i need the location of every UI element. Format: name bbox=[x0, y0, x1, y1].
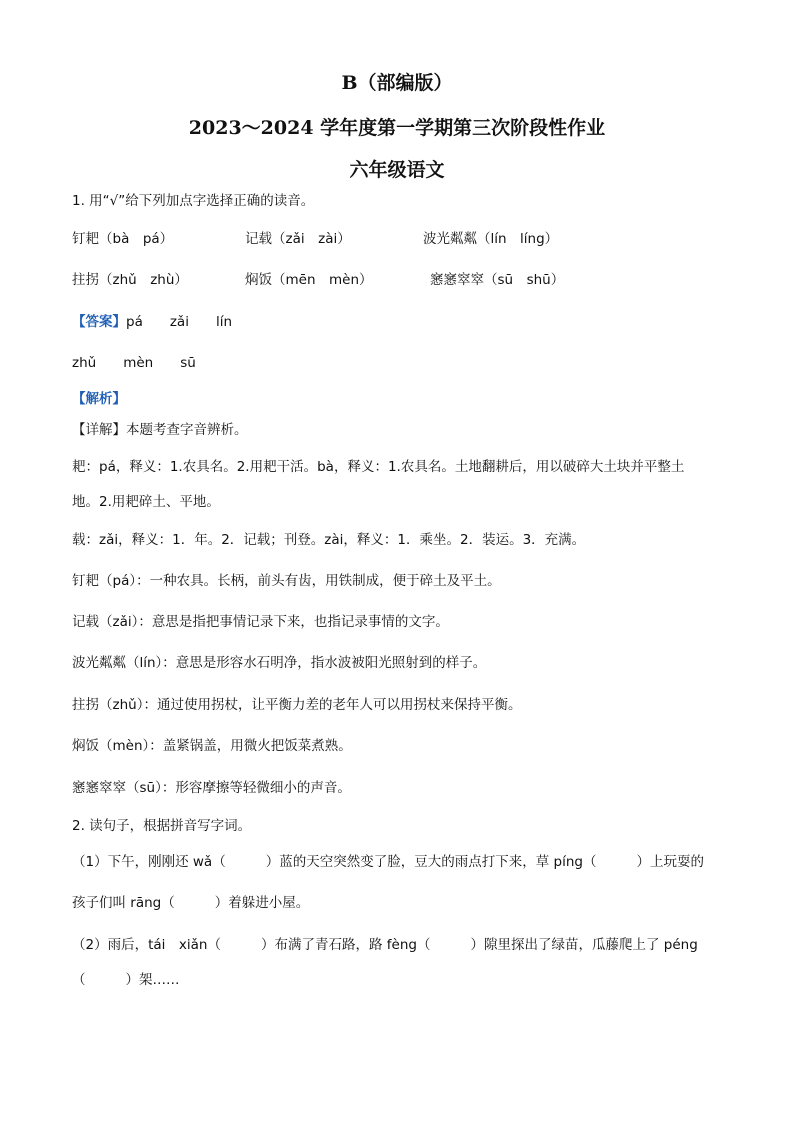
q2-s1-part-a: （1）下午，刚刚还 wǎ（ bbox=[72, 854, 226, 870]
q1-option-a: 钉耙（bà pá） bbox=[72, 231, 174, 247]
explanation-6: 拄拐（zhǔ）：通过使用拐杖，让平衡力差的老年人可以用拐杖来保持平衡。 bbox=[72, 697, 522, 713]
q1-option-e: 焖饭（mēn mèn） bbox=[245, 272, 373, 288]
answer-tag: 【答案】 bbox=[72, 314, 126, 330]
doc-title-main: 2023～2024 学年度第一学期第三次阶段性作业 bbox=[188, 117, 606, 139]
q2-s2-part-e: ）架…… bbox=[125, 972, 180, 988]
detail-line bbox=[72, 420, 248, 440]
q1-answer-line1 bbox=[72, 312, 232, 332]
doc-title-edition: B（部编版） bbox=[341, 72, 453, 94]
explanation-5: 波光粼粼（lín）：意思是形容水石明净，指水波被阳光照射到的样子。 bbox=[72, 655, 487, 671]
q2-sentence1-line1 bbox=[72, 852, 704, 872]
explanation-3: 钉耙（pá）：一种农具。长柄，前头有齿，用铁制成，便于碎土及平土。 bbox=[72, 573, 501, 589]
doc-title-subject: 六年级语文 bbox=[349, 159, 445, 181]
q2-s1-part-b: ）蓝的天空突然变了脸，豆大的雨点打下来，草 píng（ bbox=[265, 854, 597, 870]
explanation-8: 窸窸窣窣（sū）：形容摩擦等轻微细小的声音。 bbox=[72, 780, 351, 796]
q2-sentence1-line2 bbox=[72, 893, 309, 913]
q1-option-b: 记载（zǎi zài） bbox=[245, 231, 351, 247]
q2-s2-part-a: （2）雨后，tái xiǎn（ bbox=[72, 937, 221, 953]
q2-sentence2-line2 bbox=[72, 970, 180, 990]
q1-stem: 1. 用“√”给下列加点字选择正确的读音。 bbox=[72, 193, 315, 209]
explanation-2: 载：zǎi，释义：1．年。2．记载；刊登。zài，释义：1．乘坐。2．装运。3．充满。 bbox=[72, 532, 586, 548]
q2-sentence2-line1 bbox=[72, 935, 698, 955]
q2-stem: 2. 读句子，根据拼音写字词。 bbox=[72, 818, 252, 834]
detail-tag: 【详解】 bbox=[72, 422, 126, 438]
q2-s2-part-c: ）隙里探出了绿苗，瓜藤爬上了 péng bbox=[470, 937, 698, 953]
explanation-1b: 地。2.用耙碎土、平地。 bbox=[72, 494, 220, 510]
q1-answer-line2: zhǔ mèn sū bbox=[72, 355, 196, 371]
analysis-tag: 【解析】 bbox=[72, 391, 126, 407]
q1-option-f: 窸窸窣窣（sū shū） bbox=[430, 272, 565, 288]
q2-s2-part-d: （ bbox=[72, 972, 86, 988]
q1-option-d: 拄拐（zhǔ zhù） bbox=[72, 272, 188, 288]
detail-text: 本题考查字音辨析。 bbox=[126, 422, 248, 438]
explanation-1a: 耙：pá，释义：1.农具名。2.用耙干活。bà，释义：1.农具名。土地翻耕后，用以破碎大土块并平整土 bbox=[72, 459, 685, 475]
answer-text-1: pá zǎi lín bbox=[126, 314, 233, 330]
explanation-4: 记载（zǎi）：意思是指把事情记录下来，也指记录事情的文字。 bbox=[72, 614, 449, 630]
q1-option-c: 波光粼粼（lín líng） bbox=[423, 231, 559, 247]
q2-s2-part-b: ）布满了青石路，路 fèng（ bbox=[260, 937, 431, 953]
q2-s1-part-e: ）着躲进小屋。 bbox=[214, 895, 310, 911]
q2-s1-part-d: 孩子们叫 rāng（ bbox=[72, 895, 175, 911]
q2-s1-part-c: ）上玩耍的 bbox=[636, 854, 704, 870]
explanation-7: 焖饭（mèn）：盖紧锅盖，用微火把饭菜煮熟。 bbox=[72, 738, 352, 754]
